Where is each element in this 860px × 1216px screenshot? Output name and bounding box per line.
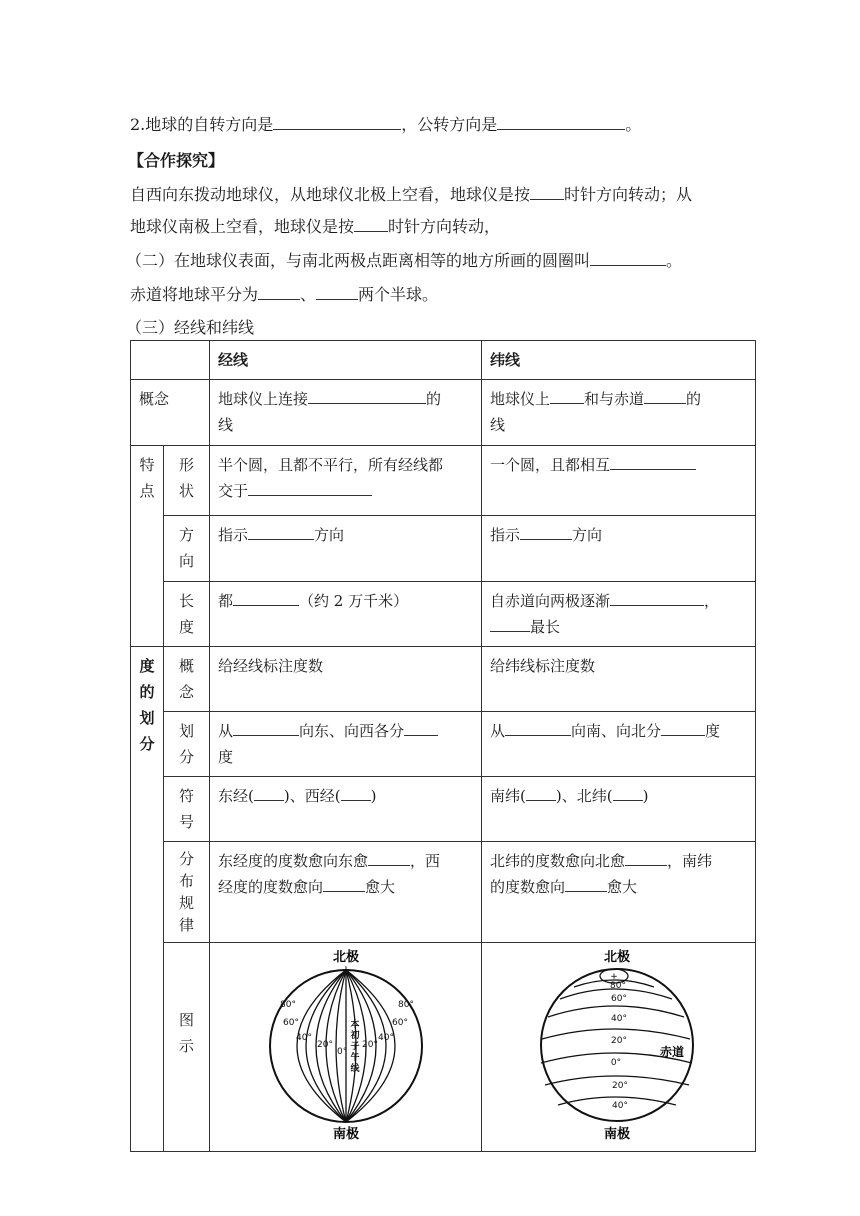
lon-label: 40° <box>378 1033 394 1043</box>
row-label-feature: 特 点 <box>131 446 164 647</box>
blank-north-clock <box>530 185 564 200</box>
latitude-degree-labels <box>610 981 628 1111</box>
blank-revolution <box>497 115 625 130</box>
lat-label: 20° <box>612 1081 628 1091</box>
blank-rule-lat-2 <box>565 877 607 892</box>
row-label-rule: 分 布 规 律 <box>164 842 210 943</box>
svg-text:本: 本 <box>350 1020 360 1030</box>
blank-dir-lat <box>520 525 572 540</box>
blank-hemisphere-1 <box>258 285 300 300</box>
blank-shape-lat <box>610 455 696 470</box>
section3-title: （三）经线和纬线 <box>126 318 255 337</box>
blank-concept-lat-1 <box>550 389 584 404</box>
cell-degree-concept-longitude: 给经线标注度数 <box>210 647 482 712</box>
north-pole-label: 北极 <box>332 950 360 965</box>
q2-prefix: 2.地球的自转方向是 <box>130 115 274 134</box>
blank-len-lat-1 <box>610 591 704 606</box>
row-label-shape: 形 状 <box>164 446 210 516</box>
north-pole-mark: + <box>610 972 618 982</box>
blank-sym-lon-1 <box>254 786 284 801</box>
blank-div-lat-2 <box>661 721 705 736</box>
q2-middle: ，公转方向是 <box>401 115 498 134</box>
north-pole-mark: + <box>341 963 351 976</box>
cell-length-longitude: 都 （约 2 万千米） <box>210 582 482 647</box>
blank-len-lat-2 <box>490 617 530 632</box>
blank-rule-lon-2 <box>323 877 365 892</box>
blank-rotation <box>273 115 401 130</box>
blank-south-clock <box>354 217 388 232</box>
blank-dir-lon <box>248 525 314 540</box>
lat-label: 40° <box>612 1101 628 1111</box>
lon-label: 20° <box>362 1040 378 1050</box>
cell-division-longitude: 从 向东、向西各分 度 <box>210 712 482 777</box>
lon-label: 80° <box>398 1000 414 1010</box>
blank-sym-lon-2 <box>341 786 371 801</box>
section2-line-1: （二）在地球仪表面，与南北两极点距离相等的地方所画的圆圈叫 。 <box>126 251 683 270</box>
svg-text:线: 线 <box>350 1064 360 1074</box>
cell-direction-latitude: 指示 方向 <box>482 516 756 582</box>
blank-div-lon-2 <box>404 721 438 736</box>
header-latitude: 纬线 <box>482 341 756 380</box>
row-label-concept: 概念 <box>131 380 210 446</box>
meridian <box>336 970 346 1122</box>
blank-rule-lon-1 <box>368 851 410 866</box>
section2-line-2: 赤道将地球平分为 、 两个半球。 <box>130 285 439 304</box>
blank-shape-lon <box>248 481 372 496</box>
blank-div-lat-1 <box>505 721 571 736</box>
blank-concept-lon <box>308 389 426 404</box>
row-label-symbol: 符 号 <box>164 777 210 842</box>
blank-rule-lat-1 <box>625 851 667 866</box>
header-longitude: 经线 <box>210 341 482 380</box>
south-pole-label: 南极 <box>332 1127 360 1142</box>
lat-label: 80° <box>610 981 626 991</box>
cell-concept-latitude: 地球仪上 和与赤道 的 线 <box>482 380 756 446</box>
blank-sym-lat-2 <box>613 786 643 801</box>
cell-degree-concept-latitude: 给纬线标注度数 <box>482 647 756 712</box>
cell-figure-longitude <box>210 943 482 1152</box>
cell-direction-longitude: 指示 方向 <box>210 516 482 582</box>
cell-division-latitude: 从 向南、向北分 度 <box>482 712 756 777</box>
cell-shape-longitude: 半个圆，且都不平行，所有经线都 交于 <box>210 446 482 516</box>
cell-rule-longitude: 东经度的度数愈向东愈 ，西 经度的度数愈向 愈大 <box>210 842 482 943</box>
lat-label: 40° <box>611 1014 627 1024</box>
cell-concept-longitude: 地球仪上连接 的 线 <box>210 380 482 446</box>
cell-shape-latitude: 一个圆，且都相互 <box>482 446 756 516</box>
svg-text:子: 子 <box>350 1042 360 1052</box>
lon-label: 80° <box>280 1000 296 1010</box>
lat-label: 60° <box>611 994 627 1004</box>
lon-label: 0° <box>337 1047 348 1057</box>
section-heading: 【合作探究】 <box>128 151 225 170</box>
blank-sym-lat-1 <box>526 786 556 801</box>
latitude-globe-diagram <box>482 943 754 1143</box>
cell-length-latitude: 自赤道向两极逐渐 ， 最长 <box>482 582 756 647</box>
cell-rule-latitude: 北纬的度数愈向北愈 ，南纬 的度数愈向 愈大 <box>482 842 756 943</box>
row-label-length: 长 度 <box>164 582 210 647</box>
north-pole-label: 北极 <box>603 950 631 965</box>
cell-figure-latitude <box>482 943 756 1152</box>
blank-len-lon <box>233 591 299 606</box>
blank-div-lon-1 <box>233 721 299 736</box>
row-label-division: 划 分 <box>164 712 210 777</box>
prime-meridian-label <box>349 1018 360 1074</box>
equator-label: 赤道 <box>660 1045 685 1059</box>
south-pole-label: 南极 <box>603 1127 631 1142</box>
question-2 <box>130 112 641 135</box>
meridian-lines <box>297 970 395 1122</box>
lon-label: 20° <box>317 1040 333 1050</box>
explore-line-2: 地球仪南极上空看，地球仪是按 时针方向转动， <box>130 217 501 236</box>
lon-label: 60° <box>283 1018 299 1028</box>
row-label-degree-concept: 概 念 <box>164 647 210 712</box>
longitude-globe-diagram <box>210 943 480 1143</box>
explore-line-1: 自西向东拨动地球仪，从地球仪北极上空看，地球仪是按 时针方向转动；从 <box>130 185 693 204</box>
lon-label: 60° <box>392 1018 408 1028</box>
header-empty <box>131 341 210 380</box>
q2-suffix: 。 <box>625 115 642 134</box>
lat-label: 20° <box>611 1036 627 1046</box>
blank-equator <box>590 251 666 266</box>
cell-symbol-latitude: 南纬( )、北纬( ) <box>482 777 756 842</box>
longitude-latitude-table <box>130 340 756 1152</box>
lon-label: 40° <box>296 1033 312 1043</box>
row-label-direction: 方 向 <box>164 516 210 582</box>
svg-text:初: 初 <box>350 1031 360 1041</box>
blank-concept-lat-2 <box>644 389 686 404</box>
lat-label: 0° <box>610 1058 622 1068</box>
svg-text:午: 午 <box>350 1053 360 1063</box>
blank-hemisphere-2 <box>316 285 358 300</box>
row-label-degree-division: 度 的 划 分 <box>131 647 164 1152</box>
row-label-figure: 图 示 <box>164 943 210 1152</box>
cell-symbol-longitude: 东经( )、西经( ) <box>210 777 482 842</box>
